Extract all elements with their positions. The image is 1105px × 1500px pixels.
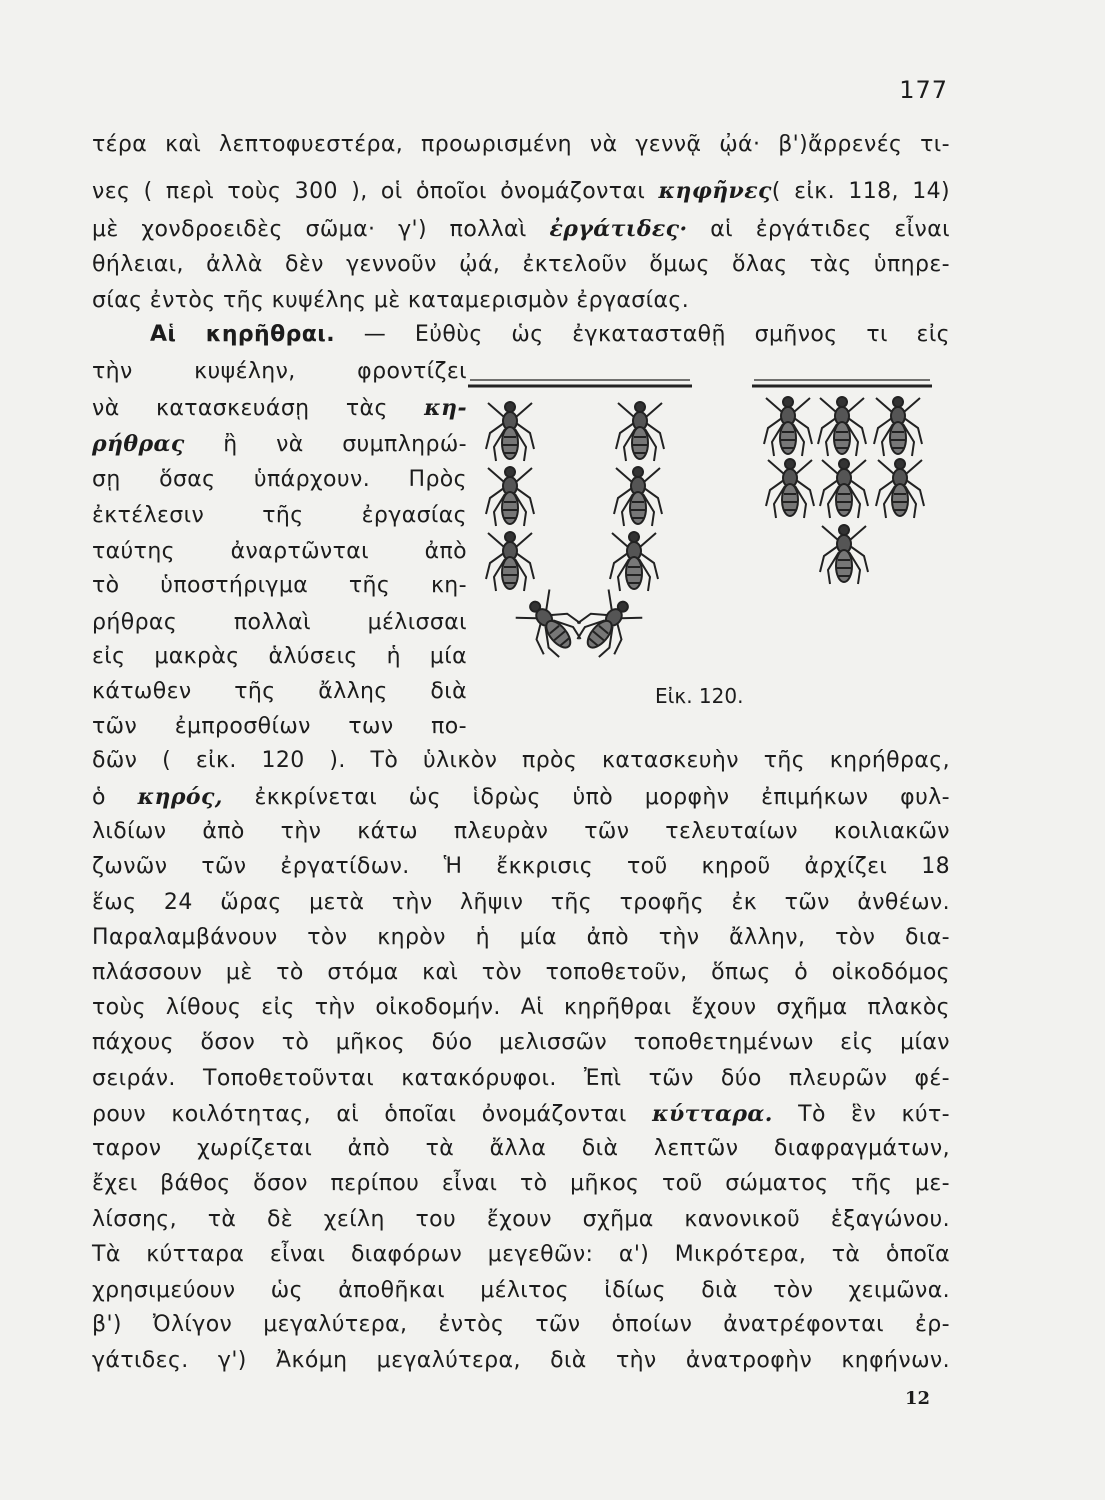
text-line: πλάσσουν μὲ τὸ στόμα καὶ τὸν τοποθετοῦν, ὅπως ὁ οἰκοδόμος — [92, 960, 950, 985]
figure-caption: Εἰκ. 120. — [655, 684, 744, 708]
page-number: 177 — [899, 76, 948, 104]
text-line: γάτιδες. γ') Ἀκόμη μεγαλύτερα, διὰ τὴν ἀνατροφὴν κηφήνων. — [92, 1348, 950, 1373]
text-line: εἰς μακρὰς ἁλύσεις ἡ μία — [92, 644, 467, 669]
signature-mark: 12 — [904, 1388, 930, 1409]
text-line: Τὰ κύτταρα εἶναι διαφόρων μεγεθῶν: α') Μικρότερα, τὰ ὁποῖα — [92, 1242, 950, 1267]
text-line: λιδίων ἀπὸ τὴν κάτω πλευρὰν τῶν τελευταίων κοιλιακῶν — [92, 819, 950, 844]
term-kifines: κηφῆνες — [658, 178, 772, 204]
text-line: ἐκτέλεσιν τῆς ἐργασίας — [92, 503, 467, 528]
text-line: Παραλαμβάνουν τὸν κηρὸν ἡ μία ἀπὸ τὴν ἄλλην, τὸν δια- — [92, 925, 950, 950]
term-ergatides: ἐργάτιδες· — [549, 216, 688, 242]
text-line: τέρα καὶ λεπτοφυεστέρα, προωρισμένη νὰ γεννᾷ ᾠά· β')ἄρρενές τι- — [92, 132, 950, 157]
term-kiros: κηρός, — [137, 784, 223, 810]
text-line: λίσσης, τὰ δὲ χείλη του ἔχουν σχῆμα κανονικοῦ ἑξαγώνου. — [92, 1207, 950, 1232]
text-line: σῃ ὅσας ὑπάρχουν. Πρὸς — [92, 467, 467, 492]
text-line: ἕως 24 ὥρας μετὰ τὴν λῆψιν τῆς τροφῆς ἐκ τῶν ἀνθέων. — [92, 890, 950, 915]
text-line: ρήθρας ἢ νὰ συμπληρώ- — [92, 431, 467, 457]
text-line: ἔχει βάθος ὅσον περίπου εἶναι τὸ μῆκος τοῦ σώματος τῆς με- — [92, 1171, 950, 1196]
text-line: ρήθρας πολλαὶ μέλισσαι — [92, 610, 467, 635]
term-kirithras-end: ρήθρας — [92, 431, 185, 457]
text-line: σίας ἐντὸς τῆς κυψέλης μὲ καταμερισμὸν ἐργασίας. — [92, 288, 690, 313]
text-line: μὲ χονδροειδὲς σῶμα· γ') πολλαὶ ἐργάτιδες· αἱ ἐργάτιδες εἶναι — [92, 216, 950, 242]
text-line: ὁ κηρός, ἐκκρίνεται ὡς ἱδρὼς ὑπὸ μορφὴν ἐπιμήκων φυλ- — [92, 784, 950, 810]
text-line: πάχους ὅσον τὸ μῆκος δύο μελισσῶν τοποθετημένων εἰς μίαν — [92, 1030, 950, 1055]
text-line: ζωνῶν τῶν ἐργατίδων. Ἡ ἔκκρισις τοῦ κηροῦ ἀρχίζει 18 — [92, 854, 950, 879]
text-line: ταύτης ἀναρτῶνται ἀπὸ — [92, 539, 467, 564]
text-line: νὰ κατασκευάσῃ τὰς κη- — [92, 395, 467, 421]
text-line: σειράν. Τοποθετοῦνται κατακόρυφοι. Ἐπὶ τῶν δύο πλευρῶν φέ- — [92, 1066, 950, 1091]
text-line: ταρον χωρίζεται ἀπὸ τὰ ἄλλα διὰ λεπτῶν διαφραγμάτων, — [92, 1136, 950, 1161]
left-comb-group — [468, 380, 692, 663]
text-line: χρησιμεύουν ὡς ἀποθῆκαι μέλιτος ἰδίως διὰ τὸν χειμῶνα. — [92, 1278, 950, 1303]
text-line: β') Ὀλίγον μεγαλύτερα, ἐντὸς τῶν ὁποίων ἀνατρέφονται ἐρ- — [92, 1312, 950, 1337]
text-line: τὴν κυψέλην, φροντίζει — [92, 359, 467, 384]
text-line: δῶν ( εἰκ. 120 ). Τὸ ὑλικὸν πρὸς κατασκευὴν τῆς κηρήθρας, — [92, 748, 950, 773]
text-line: τοὺς λίθους εἰς τὴν οἰκοδομήν. Αἱ κηρῆθραι ἔχουν σχῆμα πλακὸς — [92, 995, 950, 1020]
bee-chains-illustration — [460, 372, 940, 682]
text-line: νες ( περὶ τοὺς 300 ), οἱ ὁποῖοι ὀνομάζονται κηφῆνες( εἰκ. 118, 14) — [92, 178, 951, 204]
text-line: θήλειαι, ἀλλὰ δὲν γεννοῦν ᾠά, ἐκτελοῦν ὅμως ὅλας τὰς ὑπηρε- — [92, 252, 950, 277]
text-line: τὸ ὑποστήριγμα τῆς κη- — [92, 573, 467, 598]
section-heading-line: Αἱ κηρῆθραι. — Εὐθὺς ὡς ἐγκατασταθῇ σμῆνος τι εἰς — [150, 322, 950, 347]
term-kirithras-start: κη- — [424, 395, 467, 421]
text-line: κάτωθεν τῆς ἄλλης διὰ — [92, 679, 467, 704]
section-heading: Αἱ κηρῆθραι. — [150, 322, 336, 347]
text-line: ρουν κοιλότητας, αἱ ὁποῖαι ὀνομάζονται κύτταρα. Τὸ ἓν κύτ- — [92, 1101, 950, 1127]
term-kyttara: κύτταρα. — [652, 1101, 773, 1127]
text-line: τῶν ἐμπροσθίων των πο- — [92, 714, 467, 739]
right-comb-group — [752, 380, 932, 584]
